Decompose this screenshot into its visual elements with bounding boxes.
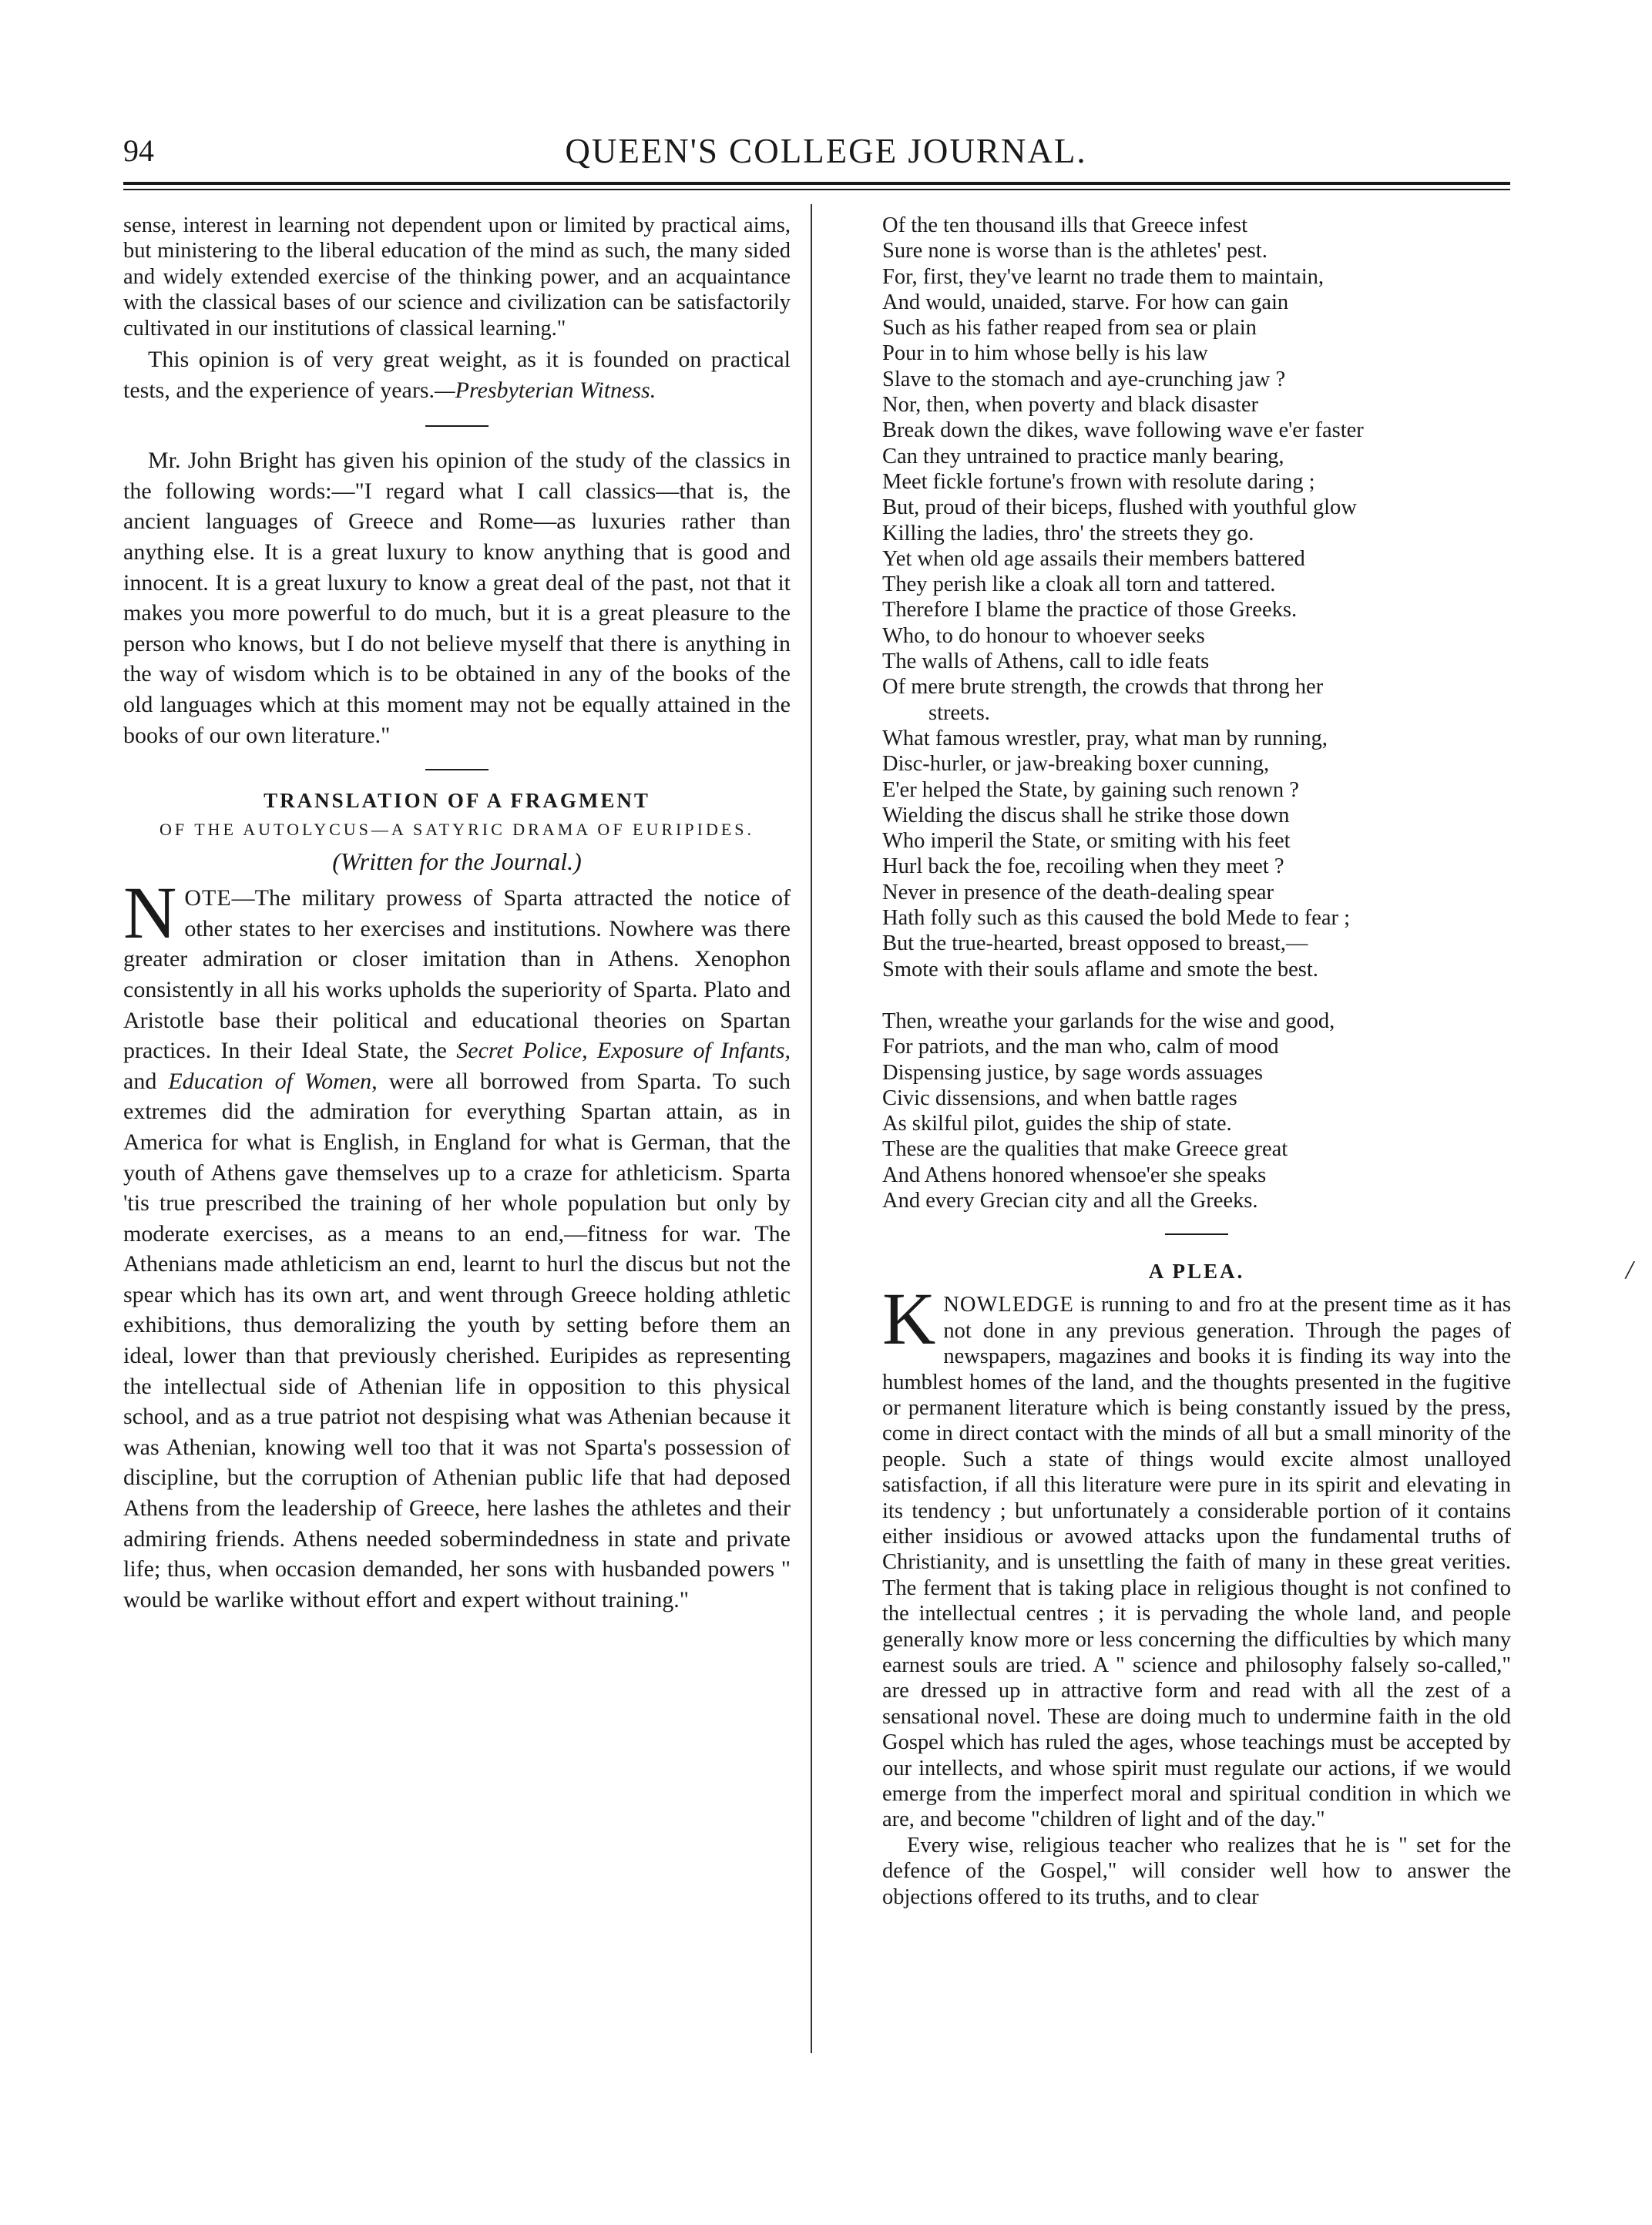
poem-line: Slave to the stomach and aye-crunching jaw ?	[882, 367, 1286, 391]
translation-subheading: OF THE AUTOLYCUS—A SATYRIC DRAMA OF EURIPIDES.	[159, 820, 755, 840]
poem-line: Never in presence of the death-dealing spear	[882, 880, 1274, 904]
poem-line: Of the ten thousand ills that Greece infest	[882, 213, 1248, 237]
poem-line: Then, wreathe your garlands for the wise and good,	[882, 1008, 1335, 1033]
plea-text: is running to and fro at the present time as it has not done in any previous generation. Through the pages of newspapers, magazines and books it is finding its way into the humblest homes of the land, and the thoughts presented in the fugitive or permanent literature which is being constantly issued by the press, come in direct contact with the minds of all but a small minority of the people. Such a state of things would excite almost unalloyed satisfaction, if all this literature were pure in its spirit and elevating in its tendency ; but unfortunately a considerable portion of it contains either insidious or avowed attacks upon the fundamental truths of Christianity, and is unsettling the faith of many in these great verities. The ferment that is taking place in religious thought is not confined to the intellectual centres ; it is pervading the whole land, and people generally know more or less concerning the difficulties by which many earnest souls are tried. A " science and philosophy falsely so-called," are dressed up in attractive form and read with all the zest of a sensational novel. These are doing much to undermine faith in the old Gospel which has ruled the ages, whose teachings must be accepted by our intellects, and whose spirit must regulate our actions, if we would emerge from the imperfect moral and spiritual condition in which we are, and become "children of light and of the day."	[882, 1293, 1511, 1832]
poem-line: Hath folly such as this caused the bold Mede to fear ;	[882, 906, 1351, 931]
translation-text-1: —The military prowess of Sparta attracted the notice of other states to her exercises and institutions. Nowhere was there greater admiration or closer imitation than in Athens. Xenophon consistently in all his works upholds the superiority of Sparta. Plato and Aristotle base their political and educational theories on Spartan practices. In their Ideal State, the	[123, 885, 791, 1064]
section-divider-3	[1165, 1233, 1228, 1235]
journal-title: QUEEN'S COLLEGE JOURNAL.	[565, 132, 1087, 170]
poem-line: What famous wrestler, pray, what man by running,	[882, 726, 1328, 750]
plea-second-paragraph: Every wise, religious teacher who realizes that he is " set for the defence of the Gospel," will consider well how to answer the objections offered to its truths, and to clear	[882, 1833, 1511, 1909]
column-divider	[811, 204, 812, 2053]
translation-italic-1: Secret Police, Exposure of Infants,	[456, 1038, 791, 1064]
poem-line: Smote with their souls aflame and smote the best.	[882, 957, 1318, 982]
poem-line: Therefore I blame the practice of those Greeks.	[882, 598, 1298, 623]
left-column	[123, 213, 791, 1615]
margin-mark: /	[1626, 1256, 1634, 1284]
poem-line: And every Grecian city and all the Greeks.	[882, 1188, 1258, 1213]
poem-line: Civic dissensions, and when battle rages	[882, 1086, 1237, 1110]
poem-line: Who imperil the State, or smiting with his feet	[882, 829, 1291, 854]
page-number: 94	[123, 133, 154, 168]
plea-body	[882, 1277, 1511, 1833]
section-divider-1	[425, 425, 489, 427]
poem-line: The walls of Athens, call to idle feats	[882, 649, 1210, 674]
translation-dropcap: N	[123, 871, 177, 955]
right-column	[882, 213, 1511, 1910]
poem-stanza-2	[882, 1008, 1511, 1213]
poem-line: Wielding the discus shall he strike those down	[882, 803, 1290, 827]
intro-paragraph: sense, interest in learning not dependent upon or limited by practical aims, but ministering to the liberal education of the mind as such, the many sided and widely extended exercise of the thinking power, and an acquaintance with the classical bases of our science and civilization can be satisfactorily cultivated in our institutions of classical learning."	[123, 213, 791, 341]
header-rule-bottom	[123, 189, 1510, 190]
poem-line: As skilful pilot, guides the ship of state.	[882, 1112, 1232, 1136]
poem-line: Killing the ladies, thro' the streets they go.	[882, 521, 1254, 545]
poem-line: And Athens honored whensoe'er she speaks	[882, 1163, 1267, 1187]
poem-line: These are the qualities that make Greece great	[882, 1137, 1288, 1162]
translation-heading: TRANSLATION OF A FRAGMENT	[264, 789, 650, 813]
poem-line: Meet fickle fortune's frown with resolute daring ;	[882, 469, 1315, 494]
section-divider-2	[425, 769, 489, 770]
poem-line: Who, to do honour to whoever seeks	[882, 623, 1205, 648]
translation-text-3: were all borrowed from Sparta. To such extremes did the admiration for everything Spartan attain, as in America for what is English, in England for what is German, that the youth of Athens gave themselves up to a craze for athleticism. Sparta 'tis true prescribed the training of her whole population but only by moderate exercises, as a means to an end,—fitness for war. The Athenians made athleticism an end, learnt to hurl the discus but not the spear which has its own art, and went through Greece holding athletic exhibitions, thus demoralizing the youth by setting before them an ideal, lower than that previously cherished. Euripides as representing the intellectual side of Athenian life in opposition to this physical school, and as a true patriot not despising what was Athenian because it was Athenian, knowing well too that it was not Sparta's possession of discipline, but the corruption of Athenian public life that had deposed Athens from the leadership of Greece, here lashes the athletes and their admiring friends. Athens needed sobermindedness in state and private life; thus, when occasion demanded, her sons with husbanded powers " would be warlike without effort and expert without training."	[123, 1068, 791, 1613]
translation-italic-2: Education of Women,	[168, 1068, 378, 1094]
poem-line: And would, unaided, starve. For how can gain	[882, 290, 1289, 314]
opinion-paragraph	[123, 344, 791, 405]
poem-line: E'er helped the State, by gaining such renown ?	[882, 777, 1299, 802]
poem-line: Sure none is worse than is the athletes' pest.	[882, 239, 1268, 263]
poem-line: But, proud of their biceps, flushed with youthful glow	[882, 495, 1357, 520]
poem-line: Can they untrained to practice manly bearing,	[882, 444, 1284, 468]
poem-line: But the true-hearted, breast opposed to breast,—	[882, 931, 1308, 956]
poem-line: Dispensing justice, by sage words assuages	[882, 1060, 1263, 1085]
plea-dropcap: K	[882, 1277, 936, 1361]
poem-stanza-1	[882, 213, 1511, 982]
poem-line: Pour in to him whose belly is his law	[882, 341, 1208, 366]
poem-line: Of mere brute strength, the crowds that throng her	[882, 675, 1324, 700]
opinion-text: This opinion is of very great weight, as it is founded on practical tests, and the experience of years.	[123, 347, 791, 403]
plea-heading: A PLEA.	[1148, 1260, 1245, 1284]
poem-line: Nor, then, when poverty and black disaster	[882, 393, 1258, 418]
poem-line: For patriots, and the man who, calm of mood	[882, 1035, 1279, 1059]
poem-line: Such as his father reaped from sea or plain	[882, 316, 1257, 341]
translation-text-2: and	[123, 1068, 169, 1094]
poem-line: For, first, they've learnt no trade them to maintain,	[882, 264, 1325, 289]
bright-paragraph: Mr. John Bright has given his opinion of the study of the classics in the following words:—"I regard what I call classics—that is, the ancient languages of Greece and Rome—as luxuries rather than anything else. It is a great luxury to know anything that is good and innocent. It is a great luxury to know a great deal of the past, not that it makes you more powerful to do much, but it is a great pleasure to the person who knows, but I do not believe myself that there is anything in the way of wisdom which is to be obtained in any of the books of the old languages which at this moment may not be equally attained in the books of our own literature."	[123, 448, 791, 748]
poem-line: They perish like a cloak all torn and tattered.	[882, 572, 1276, 597]
poem-line: Break down the dikes, wave following wave e'er faster	[882, 418, 1364, 443]
opinion-attribution: —Presbyterian Witness.	[435, 377, 656, 403]
poem-line: streets.	[928, 700, 990, 725]
poem-line: Hurl back the foe, recoiling when they meet ?	[882, 854, 1284, 879]
poem-line: Yet when old age assails their members battered	[882, 546, 1305, 571]
translation-lead-in: OTE	[184, 885, 232, 911]
plea-lead-in: NOWLEDGE	[943, 1293, 1074, 1317]
translation-credit: (Written for the Journal.)	[332, 847, 582, 876]
header-rule-top	[123, 182, 1510, 185]
translation-body	[123, 871, 791, 1615]
poem-line: Disc-hurler, or jaw-breaking boxer cunning,	[882, 752, 1270, 777]
